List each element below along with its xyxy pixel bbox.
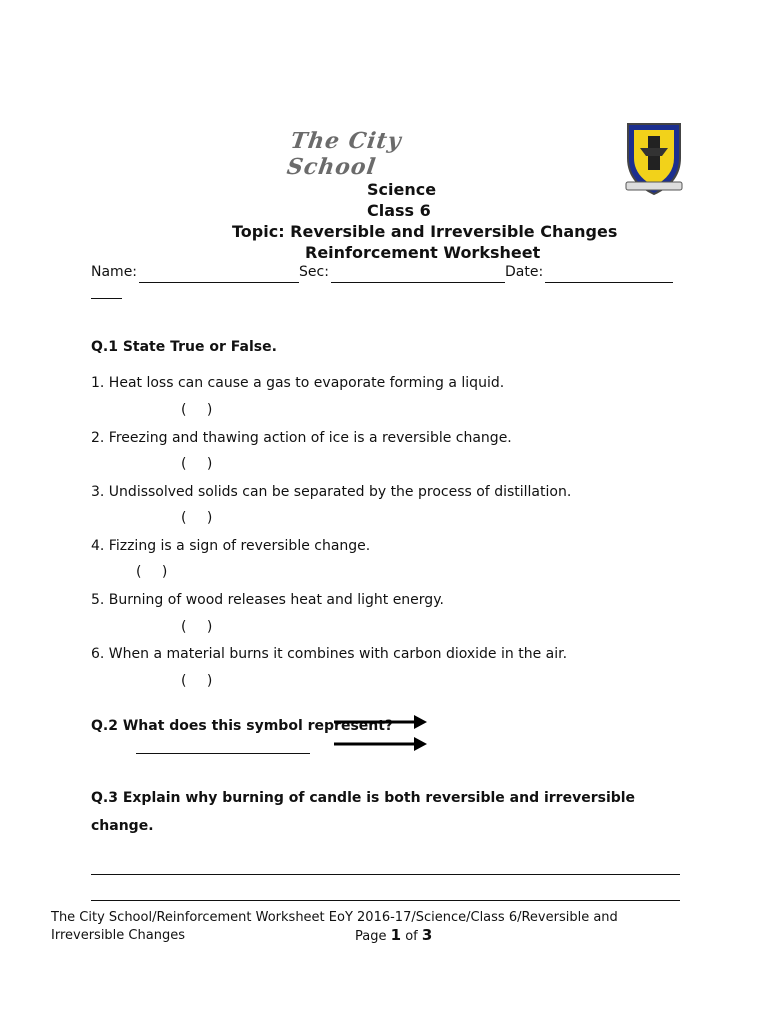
- q1-item-5: 5. Burning of wood releases heat and light energy.: [91, 592, 444, 608]
- date-field[interactable]: [545, 282, 673, 283]
- q2-answer-line[interactable]: [136, 753, 310, 754]
- sec-field[interactable]: [331, 282, 505, 283]
- q2-heading: Q.2 What does this symbol represent?: [91, 718, 394, 734]
- of-label: of: [405, 929, 418, 944]
- q1-answer-6[interactable]: ( ): [181, 673, 213, 689]
- worksheet-heading: Reinforcement Worksheet: [305, 243, 541, 262]
- q3-heading-line1: Q.3 Explain why burning of candle is both reversible and irreversible: [91, 790, 636, 806]
- school-logo-text: The City School: [285, 128, 404, 180]
- q1-answer-4[interactable]: ( ): [136, 564, 168, 580]
- date-field-continuation[interactable]: [91, 298, 122, 299]
- sec-label: Sec:: [299, 264, 329, 280]
- topic-heading: Topic: Reversible and Irreversible Changes: [232, 222, 618, 241]
- q1-item-6: 6. When a material burns it combines with carbon dioxide in the air.: [91, 646, 568, 662]
- page-number: 1: [390, 926, 402, 944]
- class-heading: Class 6: [367, 201, 431, 220]
- footer-line-1: The City School/Reinforcement Worksheet EoY 2016-17/Science/Class 6/Reversible and: [51, 910, 618, 925]
- name-field[interactable]: [139, 282, 299, 283]
- page-indicator: [355, 926, 432, 944]
- q1-item-1: 1. Heat loss can cause a gas to evaporate forming a liquid.: [91, 375, 505, 391]
- date-label: Date:: [505, 264, 544, 280]
- subject-heading: Science: [367, 180, 437, 199]
- q3-answer-line-2[interactable]: [91, 900, 680, 901]
- q3-answer-line-1[interactable]: [91, 874, 680, 875]
- page-total: 3: [421, 926, 433, 944]
- footer-line-2: Irreversible Changes: [51, 928, 185, 943]
- q1-item-4: 4. Fizzing is a sign of reversible change.: [91, 538, 371, 554]
- page-label: Page: [355, 929, 387, 944]
- q1-answer-1[interactable]: ( ): [181, 402, 213, 418]
- q1-item-2: 2. Freezing and thawing action of ice is a reversible change.: [91, 430, 512, 446]
- q1-answer-5[interactable]: ( ): [181, 619, 213, 635]
- name-label: Name:: [91, 264, 138, 280]
- q1-answer-2[interactable]: ( ): [181, 456, 213, 472]
- school-crest-icon: [618, 118, 690, 198]
- q1-item-3: 3. Undissolved solids can be separated by the process of distillation.: [91, 484, 572, 500]
- q3-heading-line2: change.: [91, 818, 154, 834]
- double-arrow-icon: [332, 712, 428, 754]
- q1-heading: Q.1 State True or False.: [91, 339, 277, 355]
- q1-answer-3[interactable]: ( ): [181, 510, 213, 526]
